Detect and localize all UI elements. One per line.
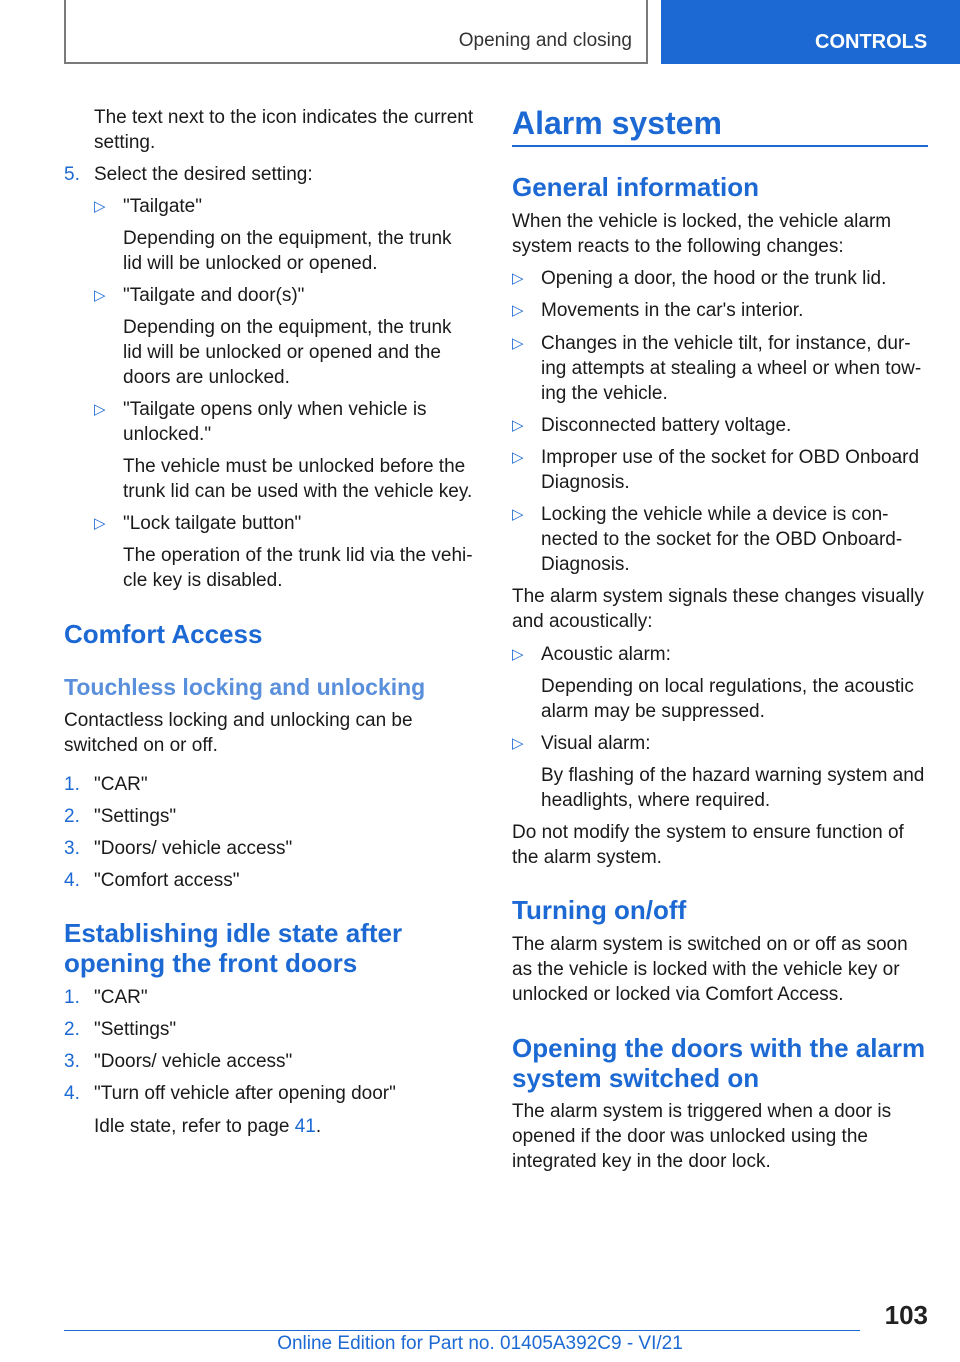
step-text: "Settings" — [94, 806, 177, 827]
turning-onoff-heading: Turning on/off — [512, 895, 687, 925]
onoff-text: as the vehicle is locked with the vehicle key or — [512, 959, 900, 980]
bullet-triangle-icon: ▷ — [512, 735, 524, 752]
option-title: unlocked." — [123, 424, 212, 445]
step-text: "Doors/ vehicle access" — [94, 1051, 293, 1072]
onoff-text: unlocked or locked via Comfort Access. — [512, 984, 844, 1005]
step-number: 3. — [64, 1051, 80, 1072]
signals-text: The alarm system signals these changes visually — [512, 586, 924, 607]
step-number: 4. — [64, 1083, 80, 1104]
comfort-access-heading: Comfort Access — [64, 619, 263, 649]
change-item: Improper use of the socket for OBD Onboard — [541, 447, 920, 468]
alarm-desc: By flashing of the hazard warning system and — [541, 765, 925, 786]
option-title: "Tailgate" — [123, 196, 202, 217]
idle-heading: opening the front doors — [64, 948, 358, 978]
footer-edition: Online Edition for Part no. 01405A392C9 - VI/21 — [277, 1333, 683, 1354]
option-desc: Depending on the equipment, the trunk — [123, 317, 452, 338]
bullet-triangle-icon: ▷ — [512, 302, 524, 319]
bullet-triangle-icon: ▷ — [512, 417, 524, 434]
header-section-box — [64, 0, 648, 64]
option-desc: Depending on the equipment, the trunk — [123, 228, 452, 249]
intro-line-1: The text next to the icon indicates the current — [94, 107, 474, 128]
page-reference-link[interactable]: 41 — [294, 1116, 316, 1137]
option-desc: cle key is disabled. — [123, 570, 283, 591]
step-text: "Turn off vehicle after opening door" — [94, 1083, 396, 1104]
general-text: When the vehicle is locked, the vehicle alarm — [512, 211, 892, 232]
title-underline — [512, 145, 928, 147]
touchless-text: Contactless locking and unlocking can be — [64, 710, 413, 731]
alarm-desc: headlights, where required. — [541, 790, 771, 811]
doors-text: integrated key in the door lock. — [512, 1151, 771, 1172]
change-item: Opening a door, the hood or the trunk lid. — [541, 268, 887, 289]
option-desc: trunk lid can be used with the vehicle key. — [123, 481, 473, 502]
intro-line-2: setting. — [94, 132, 156, 153]
touchless-heading: Touchless locking and unlocking — [64, 674, 426, 700]
bullet-triangle-icon: ▷ — [512, 646, 524, 663]
header-chapter-label: CONTROLS — [815, 31, 928, 53]
idle-reference-end: . — [315, 1116, 322, 1137]
doors-text: opened if the door was unlocked using the — [512, 1126, 868, 1147]
step-text: Select the desired setting: — [94, 164, 313, 185]
onoff-text: The alarm system is switched on or off as soon — [512, 934, 908, 955]
alarm-title: Acoustic alarm: — [541, 644, 671, 665]
option-desc: The operation of the trunk lid via the vehi- — [123, 545, 473, 566]
idle-reference-text: Idle state, refer to page — [94, 1116, 290, 1137]
step-text: "Comfort access" — [94, 870, 240, 891]
step-number: 2. — [64, 806, 80, 827]
bullet-triangle-icon: ▷ — [94, 287, 106, 304]
change-item: Diagnosis. — [541, 472, 630, 493]
page-title: Alarm system — [512, 105, 722, 141]
change-item: Changes in the vehicle tilt, for instance, dur- — [541, 333, 911, 354]
step-text: "Settings" — [94, 1019, 177, 1040]
idle-reference — [94, 1114, 321, 1139]
signals-text: and acoustically: — [512, 611, 653, 632]
bullet-triangle-icon: ▷ — [512, 270, 524, 287]
change-item: Diagnosis. — [541, 554, 630, 575]
option-desc: doors are unlocked. — [123, 367, 290, 388]
step-number: 1. — [64, 987, 80, 1008]
idle-heading: Establishing idle state after — [64, 918, 403, 948]
alarm-desc: Depending on local regulations, the acoustic — [541, 676, 914, 697]
bullet-triangle-icon: ▷ — [94, 401, 106, 418]
general-text: system reacts to the following changes: — [512, 236, 844, 257]
bullet-triangle-icon: ▷ — [512, 506, 524, 523]
bullet-triangle-icon: ▷ — [94, 198, 106, 215]
bullet-triangle-icon: ▷ — [94, 515, 106, 532]
touchless-text: switched on or off. — [64, 735, 218, 756]
option-desc: lid will be unlocked or opened and the — [123, 342, 441, 363]
option-title: "Tailgate and door(s)" — [123, 285, 305, 306]
doors-heading: system switched on — [512, 1063, 760, 1093]
general-info-heading: General information — [512, 172, 760, 202]
change-item: Disconnected battery voltage. — [541, 415, 792, 436]
step-text: "CAR" — [94, 774, 148, 795]
change-item: nected to the socket for the OBD Onboard- — [541, 529, 903, 550]
page-number: 103 — [884, 1300, 928, 1330]
bullet-triangle-icon: ▷ — [512, 335, 524, 352]
modify-text: the alarm system. — [512, 847, 662, 868]
header-section-title: Opening and closing — [458, 30, 632, 51]
change-item: Locking the vehicle while a device is con- — [541, 504, 889, 525]
step-number: 5. — [64, 164, 80, 185]
step-text: "CAR" — [94, 987, 148, 1008]
change-item: Movements in the car's interior. — [541, 300, 804, 321]
step-number: 3. — [64, 838, 80, 859]
alarm-desc: alarm may be suppressed. — [541, 701, 765, 722]
change-item: ing attempts at stealing a wheel or when tow- — [541, 358, 922, 379]
option-desc: The vehicle must be unlocked before the — [123, 456, 466, 477]
step-number: 4. — [64, 870, 80, 891]
header-chapter-tab[interactable] — [661, 0, 960, 64]
modify-text: Do not modify the system to ensure function of — [512, 822, 904, 843]
step-number: 2. — [64, 1019, 80, 1040]
option-title: "Tailgate opens only when vehicle is — [123, 399, 427, 420]
doors-heading: Opening the doors with the alarm — [512, 1033, 926, 1063]
step-number: 1. — [64, 774, 80, 795]
doors-text: The alarm system is triggered when a door is — [512, 1101, 892, 1122]
footer-rule — [64, 1330, 860, 1331]
option-desc: lid will be unlocked or opened. — [123, 253, 378, 274]
change-item: ing the vehicle. — [541, 383, 668, 404]
option-title: "Lock tailgate button" — [123, 513, 302, 534]
bullet-triangle-icon: ▷ — [512, 449, 524, 466]
alarm-title: Visual alarm: — [541, 733, 651, 754]
step-text: "Doors/ vehicle access" — [94, 838, 293, 859]
